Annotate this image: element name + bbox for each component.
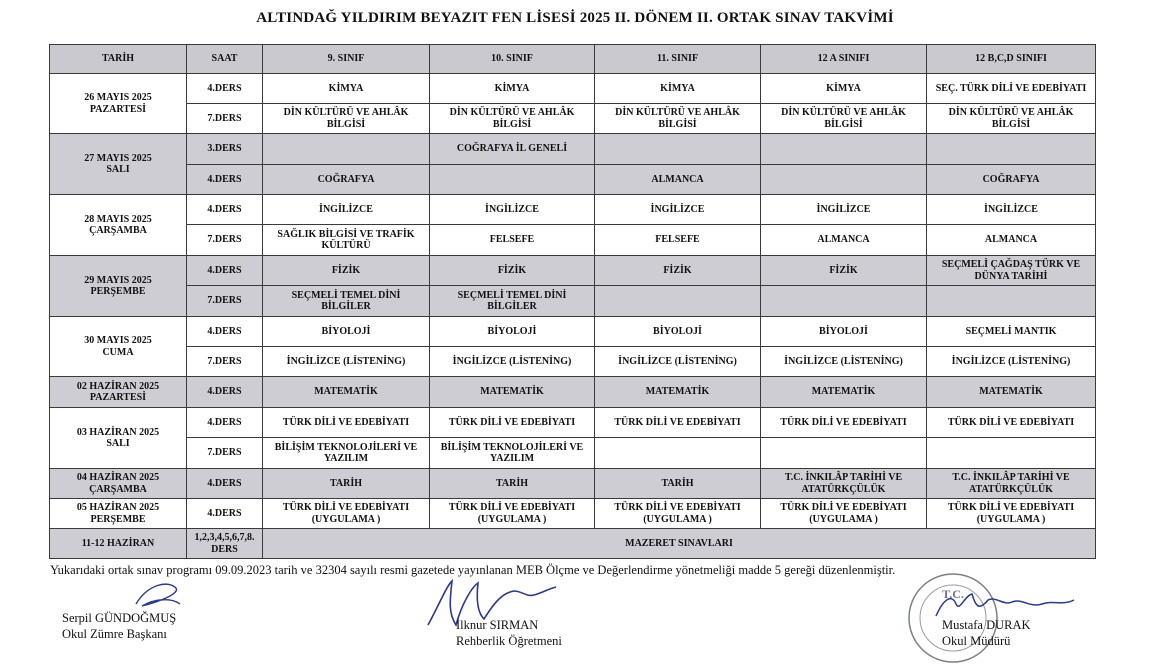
exam-cell: SAĞLIK BİLGİSİ VE TRAFİK KÜLTÜRÜ bbox=[263, 225, 430, 256]
footnote-text: Yukarıdaki ortak sınav programı 09.09.2023 tarih ve 32304 sayılı resmi gazetede yayınlanan MEB Ölçme ve Değerlendirme yönetmeliği madde 5 gereği düzenlenmiştir. bbox=[50, 563, 896, 577]
exam-cell: TÜRK DİLİ VE EDEBİYATI (UYGULAMA ) bbox=[761, 499, 927, 529]
exam-cell: T.C. İNKILÂP TARİHİ VE ATATÜRKÇÜLÜK bbox=[927, 469, 1096, 499]
exam-cell: TARİH bbox=[595, 469, 761, 499]
document-title: ALTINDAĞ YILDIRIM BEYAZIT FEN LİSESİ 2025 II. DÖNEM II. ORTAK SINAV TAKVİMİ bbox=[256, 10, 894, 26]
exam-cell: DİN KÜLTÜRÜ VE AHLÂK BİLGİSİ bbox=[927, 104, 1096, 134]
period-cell: 1,2,3,4,5,6,7,8. DERS bbox=[187, 529, 263, 559]
exam-cell: ALMANCA bbox=[761, 225, 927, 256]
exam-cell: MATEMATİK bbox=[595, 377, 761, 408]
weekday-text: PAZARTESİ bbox=[89, 103, 147, 115]
column-header: 12 B,C,D SINIFI bbox=[927, 45, 1096, 74]
signature-block-mudur bbox=[942, 617, 1031, 650]
exam-cell: MATEMATİK bbox=[430, 377, 595, 408]
date-text: 30 MAYIS 2025 bbox=[84, 335, 152, 347]
period-cell: 7.DERS bbox=[187, 286, 263, 317]
exam-cell: FİZİK bbox=[595, 256, 761, 286]
signature-block-zumre bbox=[62, 610, 176, 643]
exam-cell: TARİH bbox=[430, 469, 595, 499]
exam-cell: BİLİŞİM TEKNOLOJİLERİ VE YAZILIM bbox=[430, 438, 595, 469]
exam-cell: TÜRK DİLİ VE EDEBİYATI (UYGULAMA ) bbox=[430, 499, 595, 529]
exam-cell: SEÇMELİ TEMEL DİNİ BİLGİLER bbox=[263, 286, 430, 317]
exam-cell bbox=[927, 134, 1096, 165]
column-header: 9. SINIF bbox=[263, 45, 430, 74]
exam-cell: DİN KÜLTÜRÜ VE AHLÂK BİLGİSİ bbox=[263, 104, 430, 134]
table-row bbox=[50, 195, 1096, 225]
weekday-text: PERŞEMBE bbox=[90, 513, 146, 525]
period-cell: 4.DERS bbox=[187, 74, 263, 104]
exam-cell: BİLİŞİM TEKNOLOJİLERİ VE YAZILIM bbox=[263, 438, 430, 469]
exam-cell: KİMYA bbox=[263, 74, 430, 104]
table-row bbox=[50, 225, 1096, 256]
date-cell bbox=[50, 134, 187, 195]
weekday-text: PAZARTESİ bbox=[89, 392, 147, 403]
seal-text: T.C. bbox=[942, 587, 964, 601]
exam-cell: T.C. İNKILÂP TARİHİ VE ATATÜRKÇÜLÜK bbox=[761, 469, 927, 499]
table-row bbox=[50, 104, 1096, 134]
weekday-text: SALI bbox=[106, 438, 130, 449]
table-row bbox=[50, 499, 1096, 529]
exam-cell: DİN KÜLTÜRÜ VE AHLÂK BİLGİSİ bbox=[430, 104, 595, 134]
exam-cell: BİYOLOJİ bbox=[595, 317, 761, 347]
weekday-text: ÇARŞAMBA bbox=[89, 225, 147, 236]
period-cell: 4.DERS bbox=[187, 499, 263, 529]
exam-cell: İNGİLİZCE (LİSTENİNG) bbox=[761, 347, 927, 377]
table-row bbox=[50, 134, 1096, 165]
exam-cell: FİZİK bbox=[761, 256, 927, 286]
exam-cell: MATEMATİK bbox=[263, 377, 430, 408]
date-text: 26 MAYIS 2025 bbox=[84, 92, 152, 104]
exam-cell: FELSEFE bbox=[595, 225, 761, 256]
column-header: 12 A SINIFI bbox=[761, 45, 927, 74]
date-cell bbox=[50, 195, 187, 256]
exam-cell: COĞRAFYA İL GENELİ bbox=[430, 134, 595, 165]
exam-cell: İNGİLİZCE (LİSTENİNG) bbox=[927, 347, 1096, 377]
signature-block-rehberlik bbox=[456, 617, 562, 650]
period-cell: 7.DERS bbox=[187, 225, 263, 256]
table-header-row bbox=[50, 45, 1096, 74]
exam-cell: FİZİK bbox=[263, 256, 430, 286]
period-cell: 4.DERS bbox=[187, 256, 263, 286]
exam-cell: KİMYA bbox=[595, 74, 761, 104]
exam-cell: TARİH bbox=[263, 469, 430, 499]
date-text: 03 HAZİRAN 2025 bbox=[76, 426, 160, 438]
exam-cell: TÜRK DİLİ VE EDEBİYATI (UYGULAMA ) bbox=[263, 499, 430, 529]
column-header: 10. SINIF bbox=[430, 45, 595, 74]
exam-cell: DİN KÜLTÜRÜ VE AHLÂK BİLGİSİ bbox=[595, 104, 761, 134]
table-row bbox=[50, 408, 1096, 438]
table-row bbox=[50, 286, 1096, 317]
exam-cell bbox=[595, 286, 761, 317]
table-row bbox=[50, 469, 1096, 499]
exam-cell: TÜRK DİLİ VE EDEBİYATI bbox=[263, 408, 430, 438]
date-cell bbox=[50, 469, 187, 499]
period-cell: 7.DERS bbox=[187, 438, 263, 469]
weekday-text: SALI bbox=[106, 164, 130, 175]
period-cell: 4.DERS bbox=[187, 408, 263, 438]
period-cell: 3.DERS bbox=[187, 134, 263, 165]
exam-cell: İNGİLİZCE bbox=[430, 195, 595, 225]
period-cell: 4.DERS bbox=[187, 317, 263, 347]
exam-cell bbox=[430, 165, 595, 195]
exam-schedule-table bbox=[49, 44, 1096, 559]
exam-cell: İNGİLİZCE bbox=[927, 195, 1096, 225]
exam-cell: TÜRK DİLİ VE EDEBİYATI bbox=[927, 408, 1096, 438]
exam-cell: İNGİLİZCE bbox=[263, 195, 430, 225]
date-text: 04 HAZİRAN 2025 bbox=[76, 472, 160, 484]
exam-cell: TÜRK DİLİ VE EDEBİYATI (UYGULAMA ) bbox=[927, 499, 1096, 529]
exam-cell bbox=[761, 286, 927, 317]
date-text: 05 HAZİRAN 2025 bbox=[76, 502, 160, 514]
signer-role: Okul Müdürü bbox=[942, 634, 1011, 649]
schedule-body bbox=[50, 74, 1096, 559]
exam-cell: KİMYA bbox=[430, 74, 595, 104]
exam-cell: DİN KÜLTÜRÜ VE AHLÂK BİLGİSİ bbox=[761, 104, 927, 134]
exam-cell: İNGİLİZCE bbox=[761, 195, 927, 225]
exam-cell: İNGİLİZCE bbox=[595, 195, 761, 225]
exam-cell: SEÇMELİ TEMEL DİNİ BİLGİLER bbox=[430, 286, 595, 317]
period-cell: 7.DERS bbox=[187, 347, 263, 377]
table-row bbox=[50, 256, 1096, 286]
exam-cell: KİMYA bbox=[761, 74, 927, 104]
exam-cell bbox=[927, 438, 1096, 469]
period-cell: 4.DERS bbox=[187, 195, 263, 225]
exam-cell bbox=[263, 134, 430, 165]
table-row bbox=[50, 377, 1096, 408]
exam-cell: İNGİLİZCE (LİSTENİNG) bbox=[430, 347, 595, 377]
exam-cell: MATEMATİK bbox=[927, 377, 1096, 408]
exam-cell: FELSEFE bbox=[430, 225, 595, 256]
exam-cell: FİZİK bbox=[430, 256, 595, 286]
exam-cell: ALMANCA bbox=[595, 165, 761, 195]
exam-cell: TÜRK DİLİ VE EDEBİYATI (UYGULAMA ) bbox=[595, 499, 761, 529]
exam-cell: SEÇMELİ MANTIK bbox=[927, 317, 1096, 347]
date-text: 29 MAYIS 2025 bbox=[84, 274, 152, 286]
column-header: SAAT bbox=[187, 45, 263, 74]
date-cell bbox=[50, 377, 187, 408]
exam-cell: BİYOLOJİ bbox=[430, 317, 595, 347]
date-cell bbox=[50, 74, 187, 134]
exam-cell: İNGİLİZCE (LİSTENİNG) bbox=[595, 347, 761, 377]
table-row bbox=[50, 438, 1096, 469]
weekday-text: CUMA bbox=[102, 346, 134, 358]
exam-cell: TÜRK DİLİ VE EDEBİYATI bbox=[430, 408, 595, 438]
exam-cell: COĞRAFYA bbox=[263, 165, 430, 195]
column-header: 11. SINIF bbox=[595, 45, 761, 74]
period-cell: 4.DERS bbox=[187, 469, 263, 499]
exam-cell: MATEMATİK bbox=[761, 377, 927, 408]
date-cell bbox=[50, 408, 187, 469]
date-cell bbox=[50, 499, 187, 529]
exam-cell bbox=[761, 134, 927, 165]
signer-name: Serpil GÜNDOĞMUŞ bbox=[62, 611, 177, 625]
exam-cell: SEÇ. TÜRK DİLİ VE EDEBİYATI bbox=[927, 74, 1096, 104]
exam-cell: SEÇMELİ ÇAĞDAŞ TÜRK VE DÜNYA TARİHİ bbox=[927, 256, 1096, 286]
exam-cell: TÜRK DİLİ VE EDEBİYATI bbox=[761, 408, 927, 438]
signer-name: İlknur SIRMAN bbox=[456, 618, 539, 632]
signer-name: Mustafa DURAK bbox=[942, 618, 1031, 632]
date-cell bbox=[50, 317, 187, 377]
exam-cell bbox=[761, 165, 927, 195]
signature-scribble-1 bbox=[128, 574, 188, 614]
date-cell: 11-12 HAZİRAN bbox=[50, 529, 187, 559]
weekday-text: ÇARŞAMBA bbox=[89, 483, 147, 495]
weekday-text: PERŞEMBE bbox=[90, 286, 146, 297]
date-text: 27 MAYIS 2025 bbox=[84, 152, 152, 164]
period-cell: 4.DERS bbox=[187, 377, 263, 408]
exam-cell: COĞRAFYA bbox=[927, 165, 1096, 195]
signer-role: Okul Zümre Başkanı bbox=[62, 627, 167, 642]
table-row bbox=[50, 347, 1096, 377]
exam-cell: BİYOLOJİ bbox=[263, 317, 430, 347]
exam-cell bbox=[761, 438, 927, 469]
table-row bbox=[50, 317, 1096, 347]
period-cell: 7.DERS bbox=[187, 104, 263, 134]
exam-cell: TÜRK DİLİ VE EDEBİYATI bbox=[595, 408, 761, 438]
exam-cell bbox=[595, 134, 761, 165]
exam-cell bbox=[595, 438, 761, 469]
exam-cell: İNGİLİZCE (LİSTENİNG) bbox=[263, 347, 430, 377]
date-cell bbox=[50, 256, 187, 317]
exam-cell bbox=[927, 286, 1096, 317]
date-text: 28 MAYIS 2025 bbox=[84, 213, 152, 225]
column-header: TARİH bbox=[50, 45, 187, 74]
date-text: 02 HAZİRAN 2025 bbox=[76, 380, 160, 392]
exam-cell: ALMANCA bbox=[927, 225, 1096, 256]
signer-role: Rehberlik Öğretmeni bbox=[456, 634, 562, 649]
exam-cell: BİYOLOJİ bbox=[761, 317, 927, 347]
table-row bbox=[50, 74, 1096, 104]
table-row bbox=[50, 165, 1096, 195]
period-cell: 4.DERS bbox=[187, 165, 263, 195]
makeup-exams-cell: MAZERET SINAVLARI bbox=[263, 529, 1096, 559]
table-row bbox=[50, 529, 1096, 559]
